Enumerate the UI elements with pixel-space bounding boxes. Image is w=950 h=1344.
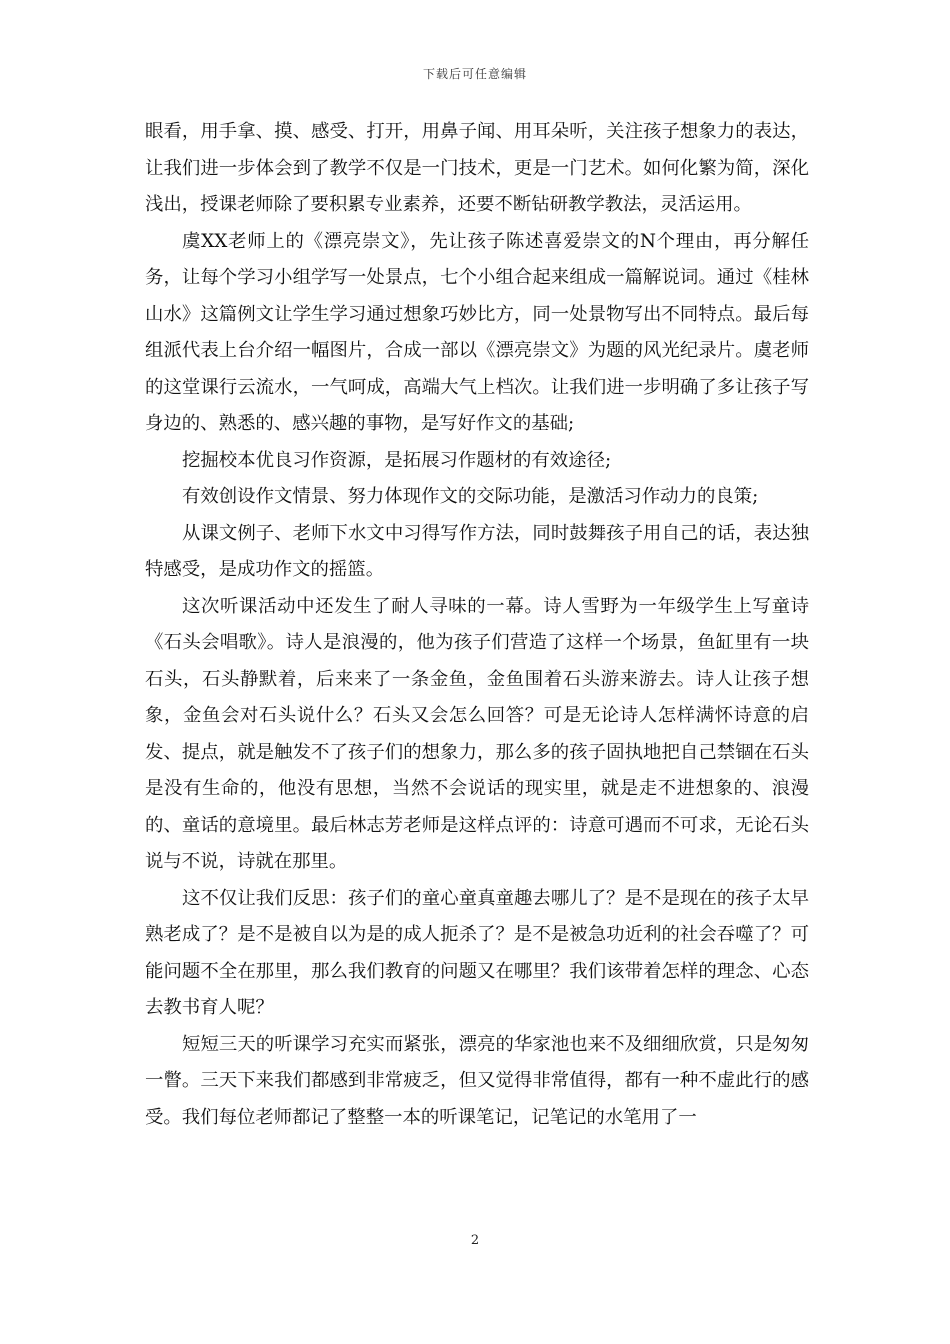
page-number: 2 bbox=[470, 1233, 480, 1248]
paragraph: 从课文例子、老师下水文中习得写作方法，同时鼓舞孩子用自己的话，表达独特感受，是成功作文的摇篮。 bbox=[145, 522, 809, 580]
paragraph: 这次听课活动中还发生了耐人寻味的一幕。诗人雪野为一年级学生上写童诗《石头会唱歌》。诗人是浪漫的，他为孩子们营造了这样一个场景，鱼缸里有一块石头，石头静默着，后来来了一条金鱼，金鱼围着石头游来游去。诗人让孩子想象，金鱼会对石头说什么？石头又会怎么回答？可是无论诗人怎样满怀诗意的启发、提点，就是触发不了孩子们的想象力，那么多的孩子固执地把自己禁锢在石头是没有生命的，他没有思想，当然不会说话的现实里，就是走不进想象的、浪漫的、童话的意境里。最后林志芳老师是这样点评的：诗意可遇而不可求，无论石头说与不说，诗就在那里。 bbox=[145, 595, 809, 872]
document-body bbox=[145, 114, 809, 1136]
page-header: 下载后可任意编辑 bbox=[422, 67, 527, 81]
paragraph: 眼看，用手拿、摸、感受、打开，用鼻子闻、用耳朵听，关注孩子想象力的表达，让我们进一步体会到了教学不仅是一门技术，更是一门艺术。如何化繁为简，深化浅出，授课老师除了要积累专业素养，还要不断钻研教学教法，灵活运用。 bbox=[145, 121, 809, 215]
paragraph: 短短三天的听课学习充实而紧张，漂亮的华家池也来不及细细欣赏，只是匆匆一瞥。三天下来我们都感到非常疲乏，但又觉得非常值得，都有一种不虚此行的感受。我们每位老师都记了整整一本的听课笔记，记笔记的水笔用了一 bbox=[145, 1033, 809, 1128]
paragraph: 挖掘校本优良习作资源，是拓展习作题材的有效途径; bbox=[182, 449, 612, 471]
paragraph: 有效创设作文情景、努力体现作文的交际功能，是激活习作动力的良策; bbox=[182, 486, 759, 507]
paragraph: 这不仅让我们反思：孩子们的童心童真童趣去哪儿了？是不是现在的孩子太早熟老成了？是不是被自以为是的成人扼杀了？是不是被急功近利的社会吞噬了？可能问题不全在那里，那么我们教育的问题又在哪里？我们该带着怎样的理念、心态去教书育人呢？ bbox=[145, 887, 809, 1018]
paragraph: 虞XX老师上的《漂亮崇文》，先让孩子陈述喜爱崇文的N个理由，再分解任务，让每个学习小组学写一处景点，七个小组合起来组成一篇解说词。通过《桂林山水》这篇例文让学生学习通过想象巧妙比方，同一处景物写出不同特点。最后每组派代表上台介绍一幅图片，合成一部以《漂亮崇文》为题的风光纪录片。虞老师的这堂课行云流水，一气呵成，高端大气上档次。让我们进一步明确了多让孩子写身边的、熟悉的、感兴趣的事物，是写好作文的基础; bbox=[145, 230, 809, 434]
